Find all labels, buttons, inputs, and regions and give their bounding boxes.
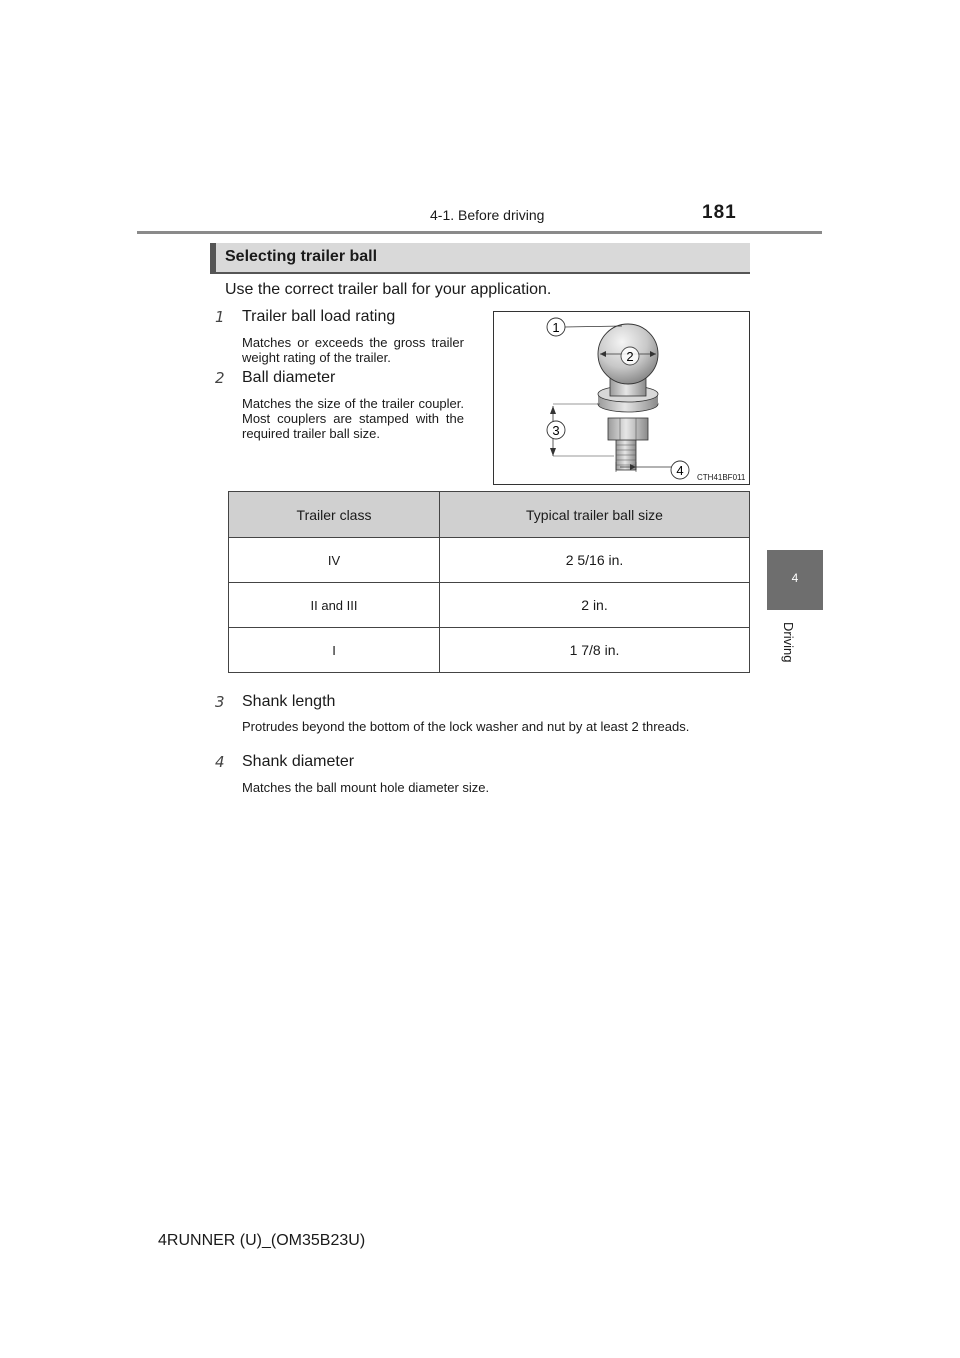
table-header-class: Trailer class bbox=[229, 492, 440, 538]
item-desc-2: Matches the size of the trailer coupler. Most couplers are stamped with the required trailer ball size. bbox=[242, 396, 464, 441]
figure-callout-1: 1 bbox=[552, 320, 560, 335]
item-number-3: 3 bbox=[215, 693, 225, 711]
figure-code: CTH41BF011 bbox=[697, 473, 746, 482]
section-label: 4-1. Before driving bbox=[430, 207, 545, 223]
page-number: 181 bbox=[702, 202, 737, 223]
chapter-label-text: Driving bbox=[781, 622, 796, 663]
section-heading-text: Selecting trailer ball bbox=[225, 248, 378, 265]
table-cell-class: IV bbox=[229, 538, 440, 583]
footer-model-code: 4RUNNER (U)_(OM35B23U) bbox=[158, 1232, 366, 1249]
table-cell-size: 1 7/8 in. bbox=[440, 628, 750, 673]
item-title-1: Trailer ball load rating bbox=[242, 308, 396, 325]
table-cell-size: 2 5/16 in. bbox=[440, 538, 750, 583]
figure-callout-2: 2 bbox=[626, 349, 634, 364]
item-desc-1: Matches or exceeds the gross trailer weight rating of the trailer. bbox=[242, 335, 464, 365]
item-title-4: Shank diameter bbox=[242, 753, 355, 770]
item-desc-4: Matches the ball mount hole diameter size. bbox=[242, 780, 490, 795]
table-row bbox=[229, 583, 750, 628]
trailer-ball-figure bbox=[493, 311, 750, 485]
section-heading bbox=[210, 243, 750, 272]
heading-underline bbox=[210, 272, 750, 274]
item-desc-3: Protrudes beyond the bottom of the lock washer and nut by at least 2 threads. bbox=[242, 719, 690, 734]
item-number-2: 2 bbox=[215, 369, 225, 387]
trailer-ball-table bbox=[228, 491, 750, 673]
table-header-size: Typical trailer ball size bbox=[440, 492, 750, 538]
item-title-2: Ball diameter bbox=[242, 369, 336, 386]
item-number-4: 4 bbox=[215, 753, 225, 771]
figure-callout-3: 3 bbox=[552, 423, 560, 438]
table-cell-class: II and III bbox=[229, 583, 440, 628]
header-rule bbox=[137, 231, 822, 234]
chapter-tab: 4 bbox=[767, 550, 823, 610]
item-number-1: 1 bbox=[215, 308, 225, 326]
figure-callout-4: 4 bbox=[676, 463, 684, 478]
chapter-label bbox=[780, 622, 800, 682]
item-title-3: Shank length bbox=[242, 693, 336, 710]
table-row bbox=[229, 538, 750, 583]
table-header-row bbox=[229, 492, 750, 538]
table-cell-class: I bbox=[229, 628, 440, 673]
intro-text: Use the correct trailer ball for your application. bbox=[225, 281, 552, 298]
trailer-ball-illustration bbox=[494, 312, 749, 484]
table-cell-size: 2 in. bbox=[440, 583, 750, 628]
table-row bbox=[229, 628, 750, 673]
